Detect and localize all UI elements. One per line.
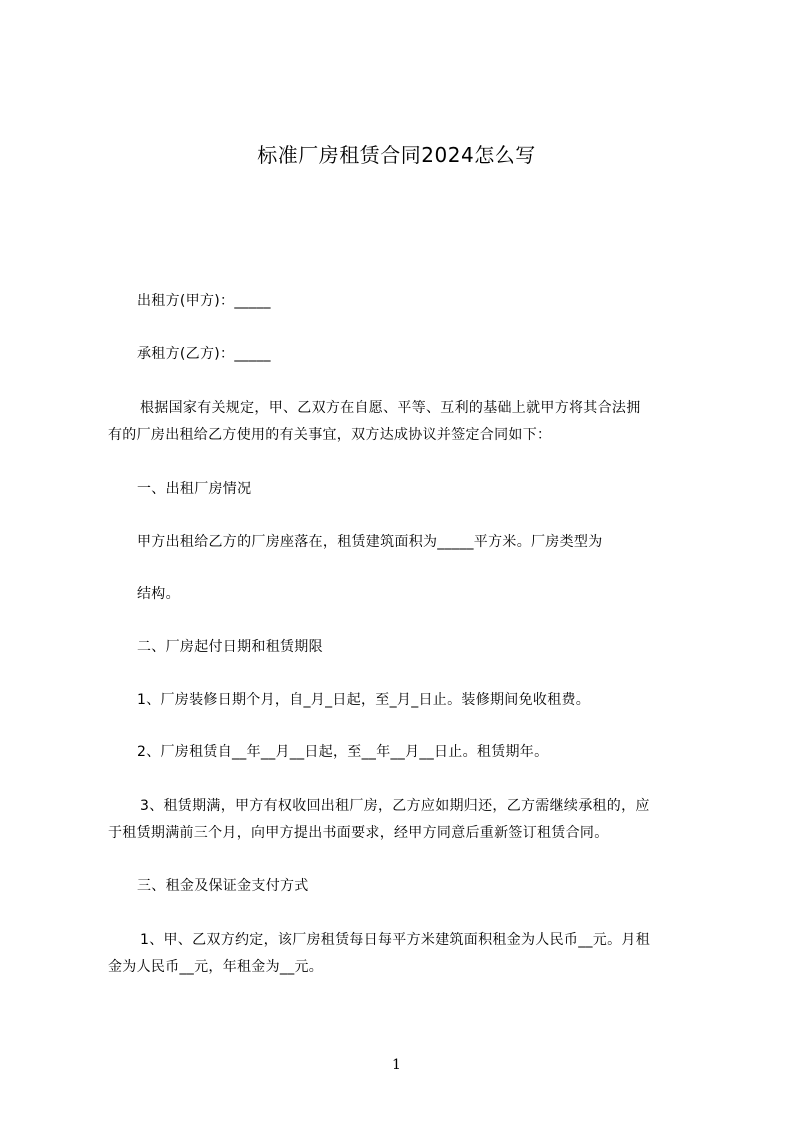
- section-heading-3: [108, 873, 703, 900]
- paragraph-line: 有的厂房出租给乙方使用的有关事宜，双方达成协议并签定合同如下：: [108, 427, 552, 443]
- paragraph-line: 金为人民币__元，年租金为__元。: [108, 959, 324, 975]
- section-heading-2: [108, 634, 703, 661]
- lessor-party-line: [108, 288, 703, 315]
- paragraph-line: 2、厂房租赁自__年__月__日起，至__年__月__日止。租赁期年。: [137, 744, 549, 760]
- paragraph-line: 甲方出租给乙方的厂房座落在，租赁建筑面积为_____平方米。厂房类型为: [137, 534, 603, 550]
- clause-2-3: [108, 793, 703, 847]
- paragraph-line: 一、出租厂房情况: [137, 481, 252, 497]
- paragraph-line: 结构。: [137, 586, 180, 602]
- paragraph-line: 三、租金及保证金支付方式: [137, 878, 309, 894]
- clause-2-1: [108, 687, 703, 714]
- paragraph-line: 于租赁期满前三个月，向甲方提出书面要求，经甲方同意后重新签订租赁合同。: [108, 825, 609, 841]
- structure-paragraph: [108, 581, 703, 608]
- lessee-party-line: [108, 341, 703, 368]
- paragraph-line: 根据国家有关规定，甲、乙双方在自愿、平等、互利的基础上就甲方将其合法拥: [140, 400, 641, 416]
- paragraph-line: 承租方(乙方)：_____: [137, 346, 271, 362]
- paragraph-line: 出租方(甲方)：_____: [137, 293, 271, 309]
- paragraph-line: 1、厂房装修日期个月，自_月_日起，至_月_日止。装修期间免收租费。: [137, 692, 591, 708]
- paragraph-line: 二、厂房起付日期和租赁期限: [137, 639, 323, 655]
- clause-3-1: [108, 927, 703, 981]
- paragraph-line: 1、甲、乙双方约定，该厂房租赁每日每平方米建筑面积租金为人民币__元。月租: [140, 932, 651, 948]
- section-heading-1: [108, 476, 703, 503]
- document-title: 标准厂房租赁合同2024怎么写: [257, 143, 536, 167]
- page-number: 1: [392, 1057, 401, 1073]
- factory-location-paragraph: [108, 529, 703, 556]
- clause-2-2: [108, 739, 703, 766]
- preamble-paragraph: [108, 395, 703, 449]
- paragraph-line: 3、租赁期满，甲方有权收回出租厂房，乙方应如期归还，乙方需继续承租的，应: [140, 798, 650, 814]
